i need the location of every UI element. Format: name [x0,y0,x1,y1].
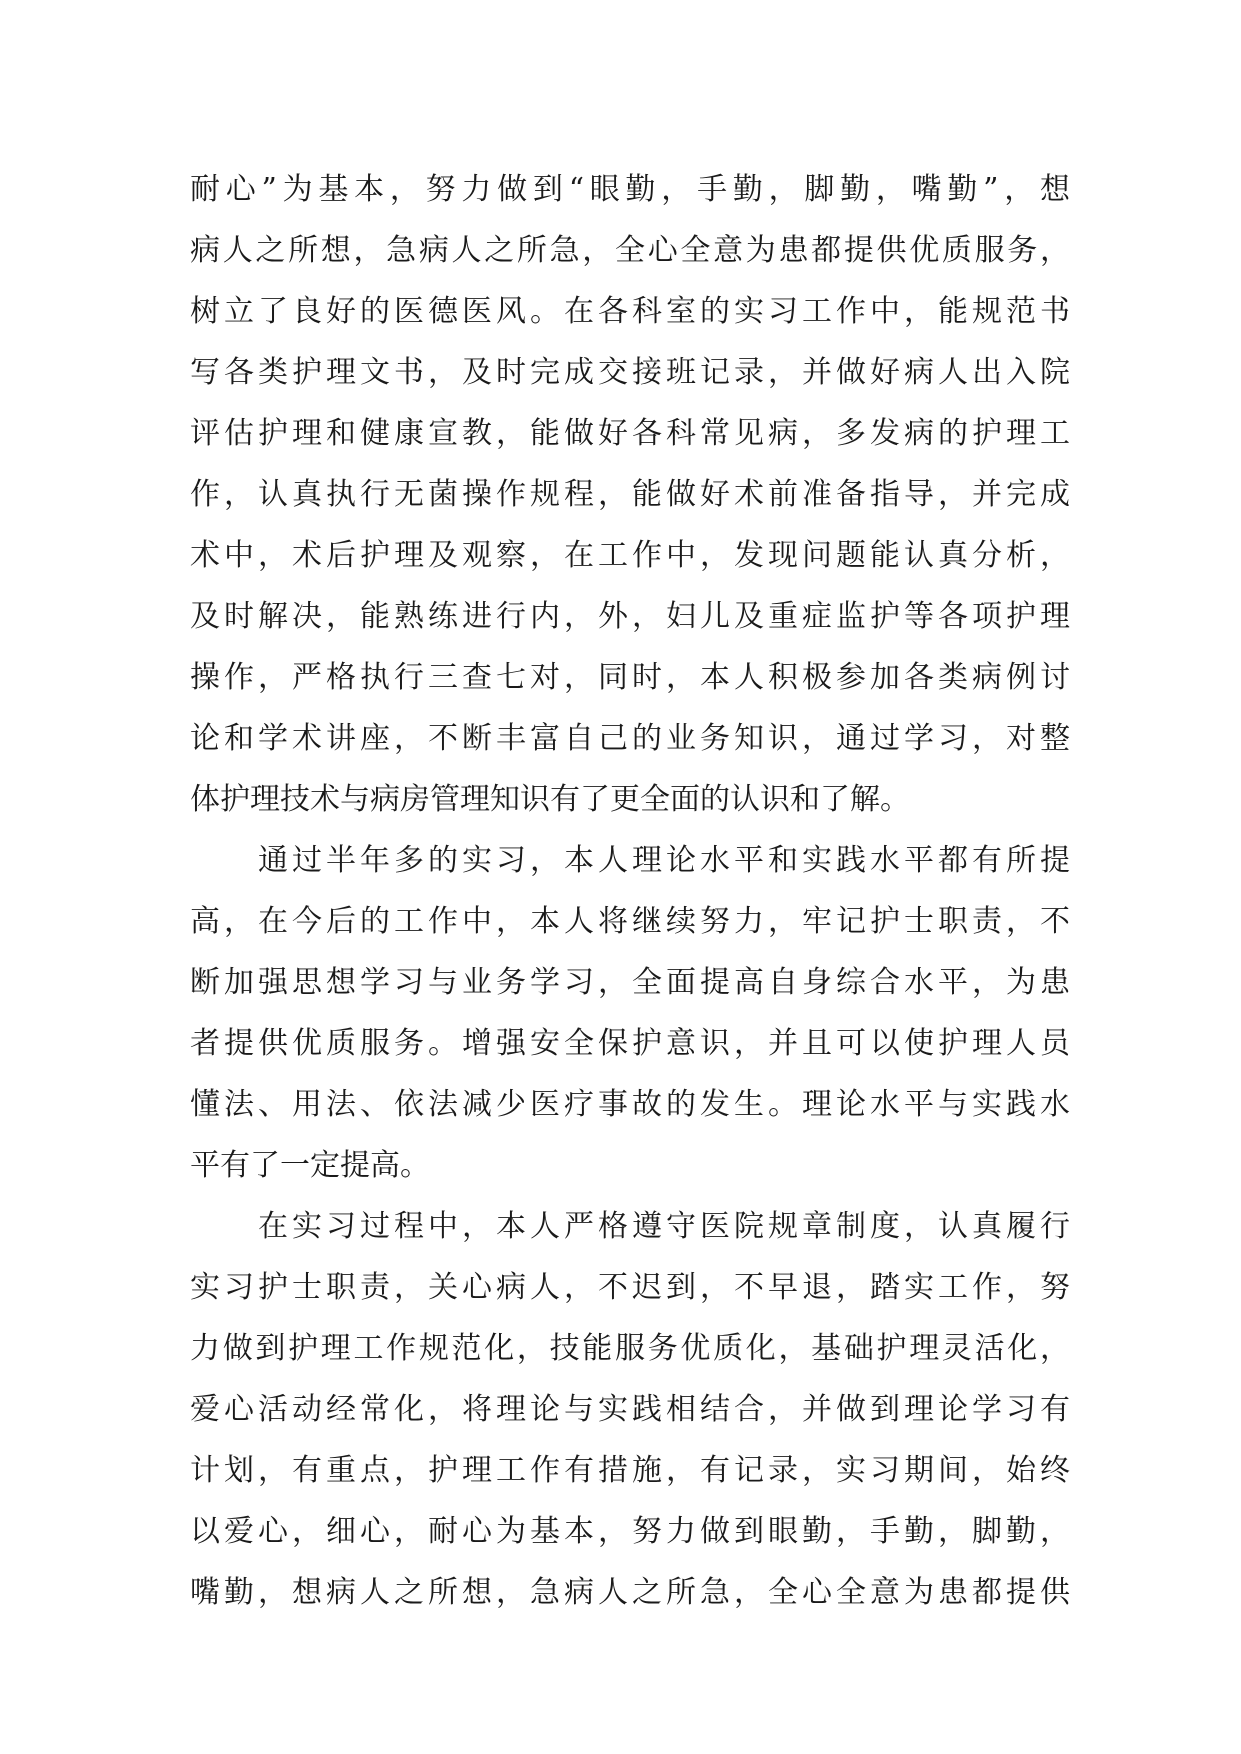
text-line: 平有了一定提高。 [190,1148,430,1183]
text-line: 作，认真执行无菌操作规程，能做好术前准备指导，并完成 [190,477,1070,512]
text-line: 力做到护理工作规范化，技能服务优质化，基础护理灵活化， [190,1331,1070,1366]
text-line: 嘴勤，想病人之所想，急病人之所急，全心全意为患都提供 [190,1575,1070,1610]
paragraph-3 [190,1196,1070,1623]
text-line: 懂法、用法、依法减少医疗事故的发生。理论水平与实践水 [190,1087,1070,1122]
text-line: 操作，严格执行三查七对，同时，本人积极参加各类病例讨 [190,660,1070,695]
text-line: 者提供优质服务。增强安全保护意识，并且可以使护理人员 [190,1026,1070,1061]
text-line: 术中，术后护理及观察，在工作中，发现问题能认真分析， [190,538,1070,573]
text-line: 断加强思想学习与业务学习，全面提高自身综合水平，为患 [190,965,1070,1000]
text-line: 通过半年多的实习，本人理论水平和实践水平都有所提 [190,843,1070,878]
paragraph-1 [190,159,1070,830]
text-line: 病人之所想，急病人之所急，全心全意为患都提供优质服务， [190,233,1070,268]
text-line: 爱心活动经常化，将理论与实践相结合，并做到理论学习有 [190,1392,1070,1427]
text-line: 以爱心，细心，耐心为基本，努力做到眼勤，手勤，脚勤， [190,1514,1070,1549]
text-line: 体护理技术与病房管理知识有了更全面的认识和了解。 [190,782,910,817]
text-line: 写各类护理文书，及时完成交接班记录，并做好病人出入院 [190,355,1070,390]
text-line: 在实习过程中，本人严格遵守医院规章制度，认真履行 [190,1209,1070,1244]
text-line: 评估护理和健康宣教，能做好各科常见病，多发病的护理工 [190,416,1070,451]
body-text [190,159,1070,1623]
text-line: 耐心”为基本，努力做到“眼勤，手勤，脚勤，嘴勤”，想 [190,172,1070,207]
paragraph-2 [190,830,1070,1196]
text-line: 实习护士职责，关心病人，不迟到，不早退，踏实工作，努 [190,1270,1070,1305]
text-line: 树立了良好的医德医风。在各科室的实习工作中，能规范书 [190,294,1070,329]
text-line: 及时解决，能熟练进行内，外，妇儿及重症监护等各项护理 [190,599,1070,634]
text-line: 计划，有重点，护理工作有措施，有记录，实习期间，始终 [190,1453,1070,1488]
text-line: 论和学术讲座，不断丰富自己的业务知识，通过学习，对整 [190,721,1070,756]
text-line: 高，在今后的工作中，本人将继续努力，牢记护士职责，不 [190,904,1070,939]
